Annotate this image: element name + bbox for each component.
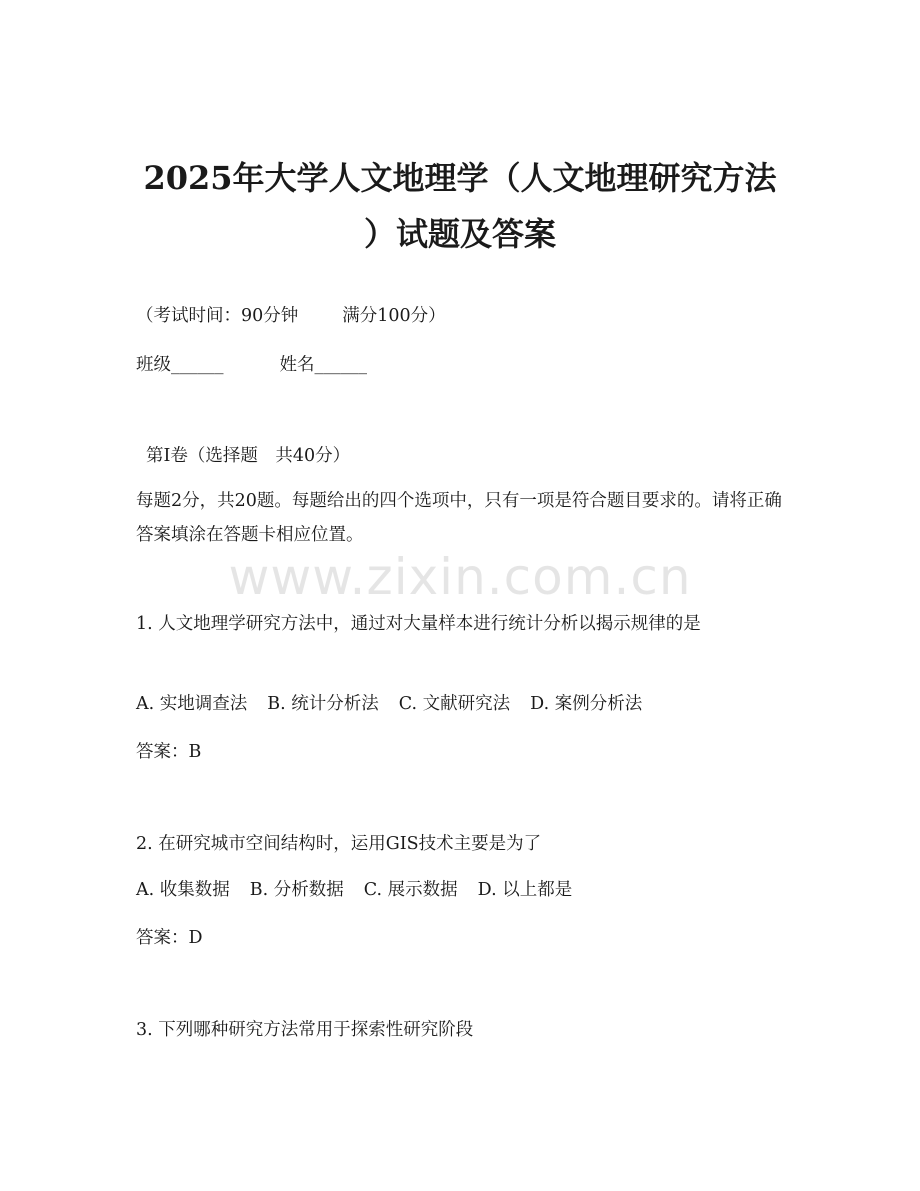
q2-option-d: D. 以上都是 [477, 880, 573, 900]
q1-option-c: C. 文献研究法 [398, 694, 511, 714]
title-line-1: 2025年大学人文地理学（人文地理研究方法 [143, 159, 777, 197]
question-2-options [136, 876, 572, 901]
exam-time: （考试时间：90分钟 [136, 306, 299, 326]
title-line-2: ）试题及答案 [363, 215, 556, 253]
name-field: 姓名______ [279, 355, 367, 375]
section-instructions: 每题2分，共20题。每题给出的四个选项中，只有一项是符合题目要求的。请将正确答案填涂在答题卡相应位置。 [136, 491, 782, 545]
q1-option-b: B. 统计分析法 [267, 694, 379, 714]
question-2-answer: 答案：D [136, 928, 203, 948]
question-3-stem: 3. 下列哪种研究方法常用于探索性研究阶段 [136, 1020, 474, 1040]
exam-info [136, 302, 446, 327]
question-2-stem: 2. 在研究城市空间结构时，运用GIS技术主要是为了 [136, 834, 542, 854]
watermark: www.zixin.com.cn [228, 548, 692, 606]
section-heading: 第I卷（选择题 共40分） [146, 446, 351, 466]
question-1-options [136, 690, 642, 715]
q2-option-b: B. 分析数据 [249, 880, 344, 900]
q1-option-a: A. 实地调查法 [136, 694, 248, 714]
student-info [136, 351, 367, 376]
question-1-stem: 1. 人文地理学研究方法中，通过对大量样本进行统计分析以揭示规律的是 [136, 614, 701, 634]
class-field: 班级______ [136, 355, 224, 375]
exam-score: 满分100分） [342, 306, 446, 326]
question-1-answer: 答案：B [136, 742, 202, 762]
q2-option-a: A. 收集数据 [136, 880, 230, 900]
document-title [120, 150, 800, 262]
q2-option-c: C. 展示数据 [363, 880, 458, 900]
q1-option-d: D. 案例分析法 [530, 694, 643, 714]
